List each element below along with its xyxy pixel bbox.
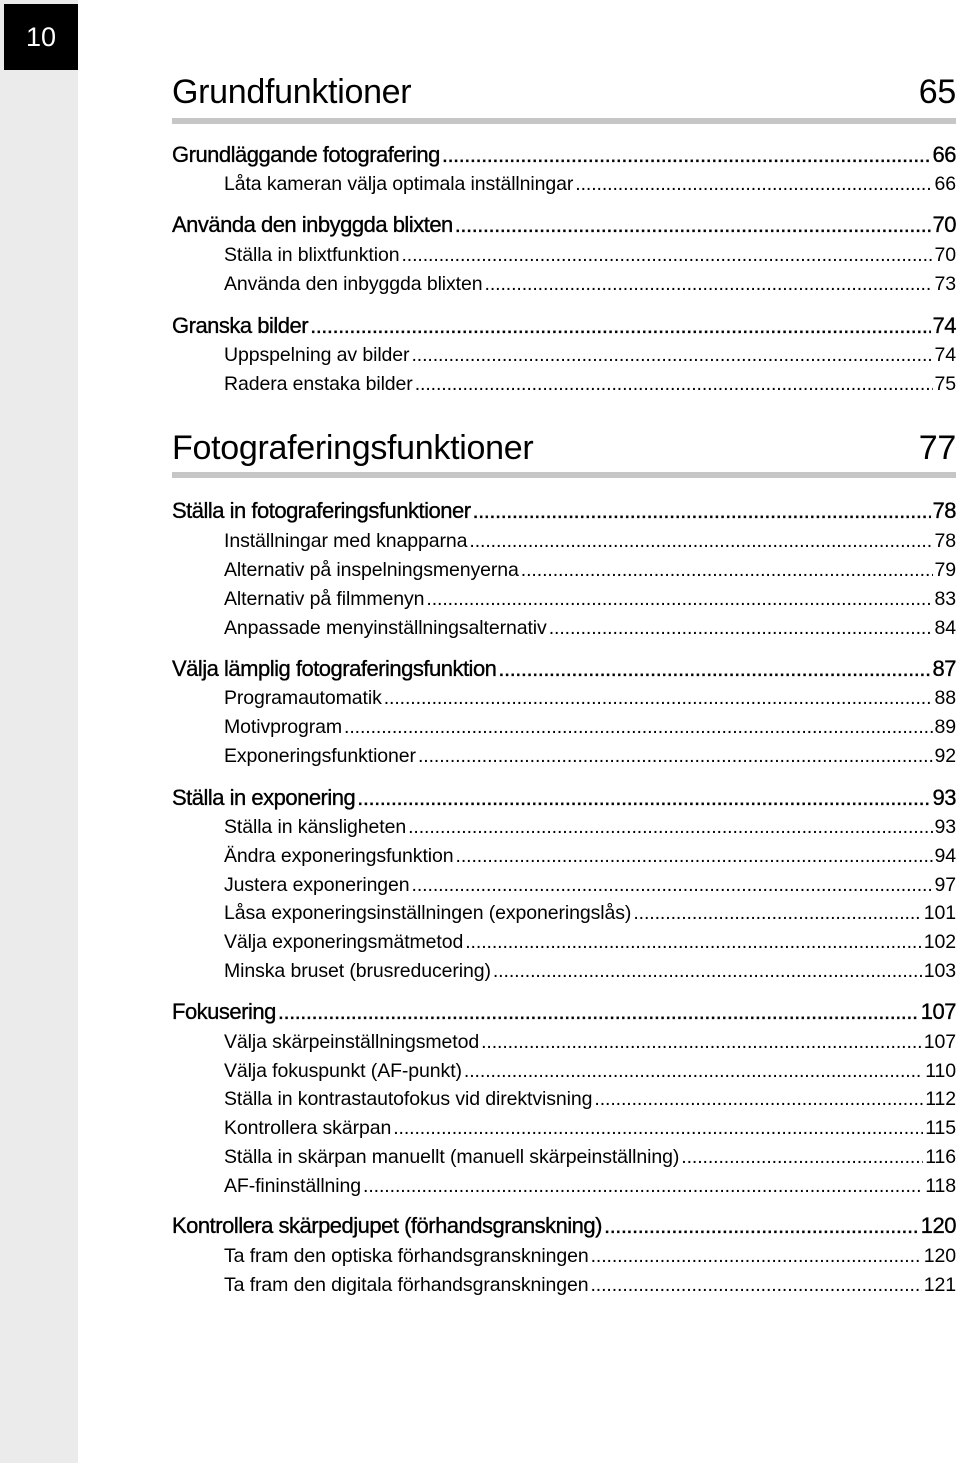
dot-leader [481,1031,922,1054]
toc-item[interactable]: Ta fram den digitala förhandsgranskningen ..... 121 [224,1274,956,1297]
dot-leader [278,999,919,1025]
dot-leader [310,313,930,339]
dot-leader [485,273,933,296]
dot-leader [363,1175,923,1198]
dot-leader [455,212,931,238]
dot-leader [426,588,932,611]
dot-leader [633,902,921,925]
page-number: 10 [4,4,78,70]
dot-leader [418,745,933,768]
toc-item[interactable]: Anpassade menyinställningsalternativ ..... 84 [224,617,956,640]
chapter-page: 65 [918,73,956,111]
dot-leader [681,1146,923,1169]
toc-item[interactable]: Ställa in blixtfunktion ..... 70 [224,244,956,267]
toc-item[interactable]: Exponeringsfunktioner ..... 92 [224,745,956,768]
toc-item[interactable]: Programautomatik ..... 88 [224,687,956,710]
dot-leader [411,344,932,367]
chapter-page: 77 [918,429,956,467]
toc-item[interactable]: Ställa in kontrastautofokus vid direktvisning ..... 112 [224,1088,956,1111]
dot-leader [442,142,931,168]
chapter-rule [172,472,956,478]
toc-item[interactable]: Uppspelning av bilder ..... 74 [224,344,956,367]
chapter-title: Fotograferingsfunktioner [172,429,534,467]
toc-item[interactable]: Ställa in skärpan manuellt (manuell skärpeinställning) ..... 116 [224,1146,956,1169]
toc-item[interactable]: Motivprogram ..... 89 [224,716,956,739]
toc-item[interactable]: Alternativ på inspelningsmenyerna ..... 79 [224,559,956,582]
toc-item[interactable]: Radera enstaka bilder ..... 75 [224,373,956,396]
dot-leader [498,656,930,682]
toc-item[interactable]: Låta kameran välja optimala inställningar ..... 66 [224,173,956,196]
toc-item[interactable]: Kontrollera skärpan ..... 115 [224,1117,956,1140]
dot-leader [465,931,922,954]
toc-section[interactable]: Använda den inbyggda blixten ..... 70 [172,212,956,238]
dot-leader [344,716,933,739]
toc-item[interactable]: Välja exponeringsmätmetod ..... 102 [224,931,956,954]
toc-section[interactable]: Ställa in exponering ..... 93 [172,785,956,811]
dot-leader [464,1060,923,1083]
toc-section[interactable]: Granska bilder ..... 74 [172,313,956,339]
dot-leader [408,816,932,839]
toc-section[interactable]: Välja lämplig fotograferingsfunktion ..... 87 [172,656,956,682]
toc-item[interactable]: Använda den inbyggda blixten ..... 73 [224,273,956,296]
chapter-rule [172,118,956,124]
dot-leader [456,845,933,868]
dot-leader [590,1274,921,1297]
dot-leader [521,559,933,582]
toc-item[interactable]: AF-fininställning ..... 118 [224,1175,956,1198]
dot-leader [493,960,922,983]
toc-section[interactable]: Kontrollera skärpedjupet (förhandsgranskning) ..... 120 [172,1213,956,1239]
toc-item[interactable]: Ta fram den optiska förhandsgranskningen ..... 120 [224,1245,956,1268]
toc-item[interactable]: Ändra exponeringsfunktion ..... 94 [224,845,956,868]
toc-item[interactable]: Välja fokuspunkt (AF-punkt) ..... 110 [224,1060,956,1083]
chapter-heading[interactable] [172,418,956,468]
dot-leader [575,173,932,196]
toc-item[interactable]: Minska bruset (brusreducering) ..... 103 [224,960,956,983]
toc-item[interactable]: Inställningar med knapparna ..... 78 [224,530,956,553]
dot-leader [473,498,931,524]
dot-leader [412,874,933,897]
toc-item[interactable]: Låsa exponeringsinställningen (exponeringslås) ..... 101 [224,902,956,925]
chapter-heading[interactable] [172,62,956,112]
toc-section[interactable]: Ställa in fotograferingsfunktioner ..... 78 [172,498,956,524]
toc-section[interactable]: Grundläggande fotografering ..... 66 [172,142,956,168]
toc-section[interactable]: Fokusering ..... 107 [172,999,956,1025]
dot-leader [384,687,933,710]
dot-leader [591,1245,922,1268]
dot-leader [594,1088,923,1111]
toc-item[interactable]: Ställa in känsligheten ..... 93 [224,816,956,839]
dot-leader [415,373,933,396]
toc-item[interactable]: Justera exponeringen ..... 97 [224,874,956,897]
dot-leader [401,244,932,267]
dot-leader [604,1213,919,1239]
dot-leader [357,785,930,811]
chapter-title: Grundfunktioner [172,73,412,111]
page-margin-bar [0,0,78,1463]
dot-leader [393,1117,923,1140]
dot-leader [469,530,932,553]
dot-leader [549,617,933,640]
toc-item[interactable]: Välja skärpeinställningsmetod ..... 107 [224,1031,956,1054]
toc-item[interactable]: Alternativ på filmmenyn ..... 83 [224,588,956,611]
